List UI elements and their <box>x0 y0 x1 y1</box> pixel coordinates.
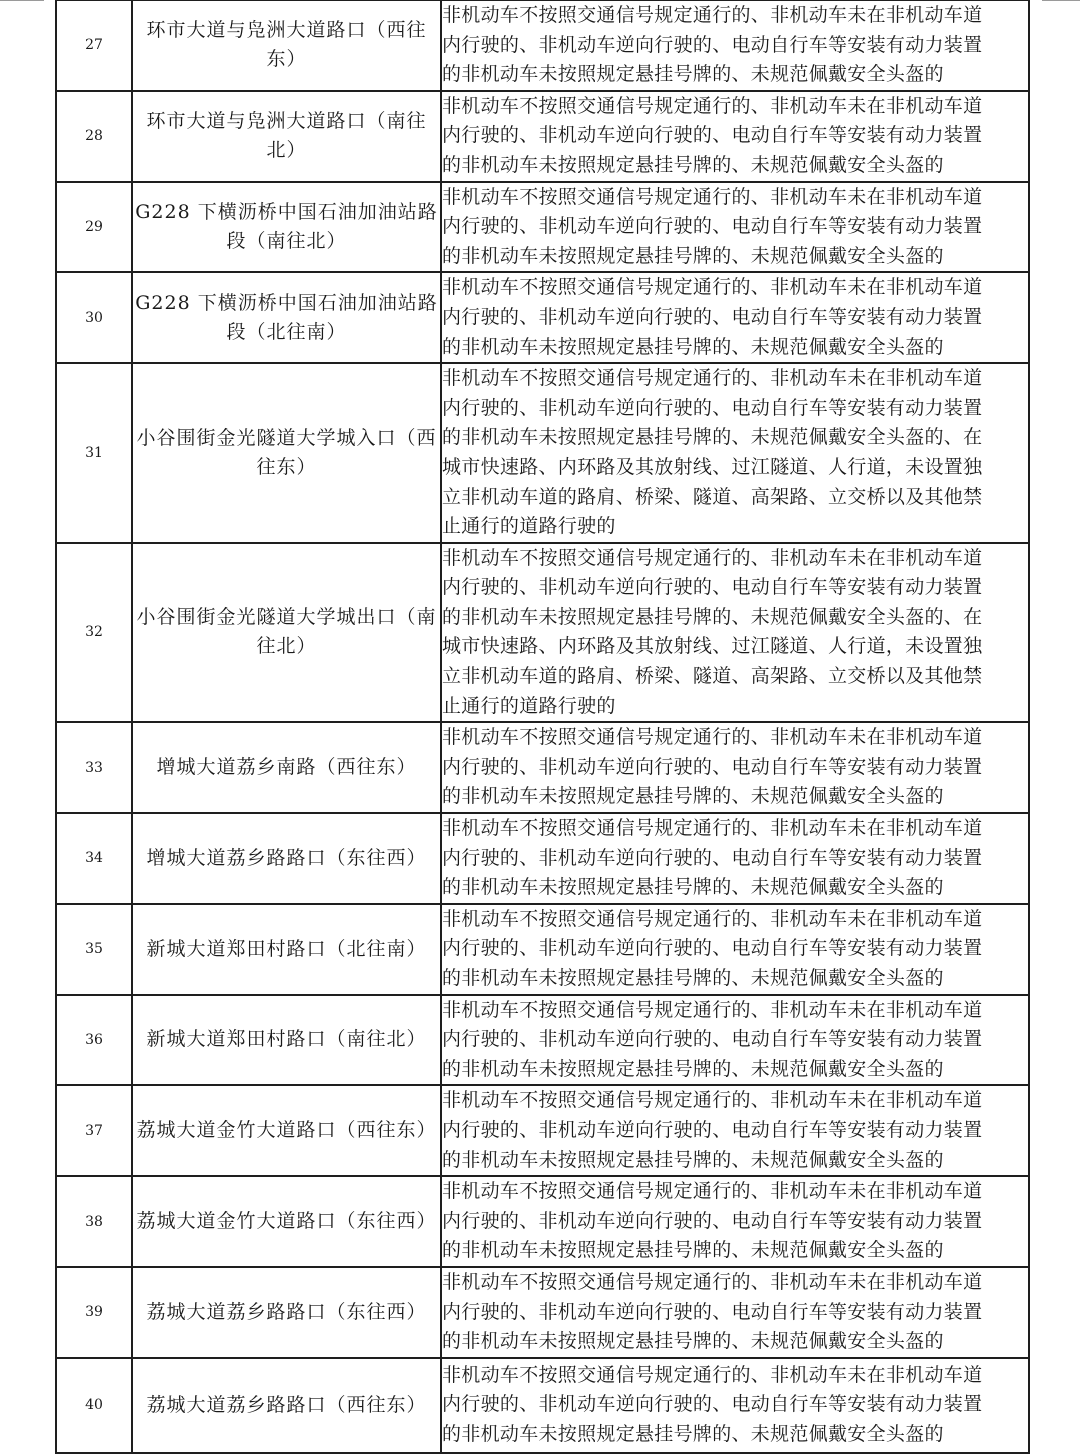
violation-line: 的非机动车未按照规定悬挂号牌的、未规范佩戴安全头盔的 <box>442 1239 944 1262</box>
violation-line: 的非机动车未按照规定悬挂号牌的、未规范佩戴安全头盔的 <box>442 785 944 808</box>
row-number: 28 <box>56 91 132 182</box>
violation-line: 内行驶的、非机动车逆向行驶的、电动自行车等安装有动力装置 <box>442 1393 983 1416</box>
violation-line: 内行驶的、非机动车逆向行驶的、电动自行车等安装有动力装置 <box>442 1118 983 1141</box>
table-row <box>56 363 1029 543</box>
violation-cell <box>441 91 1029 182</box>
table-row <box>56 904 1029 995</box>
violation-cell <box>441 0 1029 91</box>
violation-line: 的非机动车未按照规定悬挂号牌的、未规范佩戴安全头盔的、在 <box>442 426 983 449</box>
violation-line: 内行驶的、非机动车逆向行驶的、电动自行车等安装有动力装置 <box>442 215 983 238</box>
violation-line: 内行驶的、非机动车逆向行驶的、电动自行车等安装有动力装置 <box>442 1209 983 1232</box>
violation-line: 内行驶的、非机动车逆向行驶的、电动自行车等安装有动力装置 <box>442 755 983 778</box>
violation-cell <box>441 1085 1029 1176</box>
location-cell: 荔城大道金竹大道路口（西往东） <box>132 1085 441 1176</box>
violation-cell <box>441 1267 1029 1358</box>
row-number: 33 <box>56 722 132 813</box>
table-row <box>56 995 1029 1086</box>
location-cell: 荔城大道金竹大道路口（东往西） <box>132 1176 441 1267</box>
violation-line: 的非机动车未按照规定悬挂号牌的、未规范佩戴安全头盔的 <box>442 63 944 86</box>
violation-line: 内行驶的、非机动车逆向行驶的、电动自行车等安装有动力装置 <box>442 1028 983 1051</box>
violation-line: 非机动车不按照交通信号规定通行的、非机动车未在非机动车道 <box>442 94 983 117</box>
violation-line: 非机动车不按照交通信号规定通行的、非机动车未在非机动车道 <box>442 998 983 1021</box>
violation-line: 内行驶的、非机动车逆向行驶的、电动自行车等安装有动力装置 <box>442 937 983 960</box>
violation-line: 内行驶的、非机动车逆向行驶的、电动自行车等安装有动力装置 <box>442 576 983 599</box>
location-cell: 荔城大道荔乡路路口（西往东） <box>132 1358 441 1453</box>
table-body <box>56 0 1029 1453</box>
violation-line: 非机动车不按照交通信号规定通行的、非机动车未在非机动车道 <box>442 185 983 208</box>
violation-line: 非机动车不按照交通信号规定通行的、非机动车未在非机动车道 <box>442 1270 983 1293</box>
violation-cell <box>441 272 1029 363</box>
row-number: 29 <box>56 182 132 273</box>
row-number: 37 <box>56 1085 132 1176</box>
table-row <box>56 182 1029 273</box>
violation-line: 非机动车不按照交通信号规定通行的、非机动车未在非机动车道 <box>442 907 983 930</box>
violation-line: 的非机动车未按照规定悬挂号牌的、未规范佩戴安全头盔的 <box>442 876 944 899</box>
violation-line: 的非机动车未按照规定悬挂号牌的、未规范佩戴安全头盔的 <box>442 335 944 358</box>
table-row <box>56 722 1029 813</box>
violation-line: 的非机动车未按照规定悬挂号牌的、未规范佩戴安全头盔的 <box>442 1330 944 1353</box>
violation-line: 城市快速路、内环路及其放射线、过江隧道、人行道，未设置独 <box>442 455 983 478</box>
table-row <box>56 272 1029 363</box>
violation-cell <box>441 363 1029 543</box>
row-number: 35 <box>56 904 132 995</box>
violation-line: 立非机动车道的路肩、桥梁、隧道、高架路、立交桥以及其他禁 <box>442 665 983 688</box>
location-cell: G228 下横沥桥中国石油加油站路段（北往南） <box>132 272 441 363</box>
table-row <box>56 543 1029 723</box>
table-row <box>56 0 1029 91</box>
row-number: 38 <box>56 1176 132 1267</box>
violation-cell <box>441 1358 1029 1453</box>
row-number: 27 <box>56 0 132 91</box>
violation-line: 内行驶的、非机动车逆向行驶的、电动自行车等安装有动力装置 <box>442 124 983 147</box>
violation-line: 内行驶的、非机动车逆向行驶的、电动自行车等安装有动力装置 <box>442 305 983 328</box>
violation-line: 非机动车不按照交通信号规定通行的、非机动车未在非机动车道 <box>442 817 983 840</box>
violation-line: 内行驶的、非机动车逆向行驶的、电动自行车等安装有动力装置 <box>442 396 983 419</box>
location-cell: 小谷围街金光隧道大学城出口（南往北） <box>132 543 441 723</box>
violation-line: 非机动车不按照交通信号规定通行的、非机动车未在非机动车道 <box>442 1089 983 1112</box>
violation-line: 立非机动车道的路肩、桥梁、隧道、高架路、立交桥以及其他禁 <box>442 485 983 508</box>
row-number: 31 <box>56 363 132 543</box>
location-cell: 增城大道荔乡南路（西往东） <box>132 722 441 813</box>
table-row <box>56 1358 1029 1453</box>
violation-line: 内行驶的、非机动车逆向行驶的、电动自行车等安装有动力装置 <box>442 1300 983 1323</box>
violation-cell <box>441 1176 1029 1267</box>
violation-line: 的非机动车未按照规定悬挂号牌的、未规范佩戴安全头盔的、在 <box>442 605 983 628</box>
violation-line: 非机动车不按照交通信号规定通行的、非机动车未在非机动车道 <box>442 367 983 390</box>
violation-cell <box>441 182 1029 273</box>
violation-line: 城市快速路、内环路及其放射线、过江隧道、人行道，未设置独 <box>442 635 983 658</box>
table-row <box>56 1267 1029 1358</box>
violation-line: 非机动车不按照交通信号规定通行的、非机动车未在非机动车道 <box>442 276 983 299</box>
violation-line: 非机动车不按照交通信号规定通行的、非机动车未在非机动车道 <box>442 4 983 26</box>
row-number: 39 <box>56 1267 132 1358</box>
row-number: 36 <box>56 995 132 1086</box>
row-number: 32 <box>56 543 132 723</box>
row-number: 30 <box>56 272 132 363</box>
page-edge-line-right <box>1042 0 1080 1</box>
table-row <box>56 91 1029 182</box>
location-cell: 小谷围街金光隧道大学城入口（西往东） <box>132 363 441 543</box>
violation-line: 内行驶的、非机动车逆向行驶的、电动自行车等安装有动力装置 <box>442 33 983 56</box>
location-cell: 环市大道与凫洲大道路口（南往北） <box>132 91 441 182</box>
violation-line: 止通行的道路行驶的 <box>442 694 616 717</box>
violation-line: 止通行的道路行驶的 <box>442 515 616 538</box>
violation-line: 非机动车不按照交通信号规定通行的、非机动车未在非机动车道 <box>442 726 983 749</box>
table-row <box>56 813 1029 904</box>
location-cell: 新城大道郑田村路口（北往南） <box>132 904 441 995</box>
enforcement-locations-table <box>55 0 1030 1454</box>
violation-cell <box>441 995 1029 1086</box>
violation-line: 的非机动车未按照规定悬挂号牌的、未规范佩戴安全头盔的 <box>442 153 944 176</box>
violation-line: 的非机动车未按照规定悬挂号牌的、未规范佩戴安全头盔的 <box>442 244 944 267</box>
violation-line: 的非机动车未按照规定悬挂号牌的、未规范佩戴安全头盔的 <box>442 1057 944 1080</box>
violation-line: 的非机动车未按照规定悬挂号牌的、未规范佩戴安全头盔的 <box>442 1148 944 1171</box>
violation-cell <box>441 904 1029 995</box>
page-edge-line-left <box>0 0 44 1</box>
violation-line: 非机动车不按照交通信号规定通行的、非机动车未在非机动车道 <box>442 1180 983 1203</box>
location-cell: 荔城大道荔乡路路口（东往西） <box>132 1267 441 1358</box>
location-cell: 新城大道郑田村路口（南往北） <box>132 995 441 1086</box>
location-cell: G228 下横沥桥中国石油加油站路段（南往北） <box>132 182 441 273</box>
violation-line: 的非机动车未按照规定悬挂号牌的、未规范佩戴安全头盔的 <box>442 1423 944 1446</box>
violation-line: 非机动车不按照交通信号规定通行的、非机动车未在非机动车道 <box>442 1363 983 1386</box>
violation-line: 内行驶的、非机动车逆向行驶的、电动自行车等安装有动力装置 <box>442 846 983 869</box>
table-row <box>56 1176 1029 1267</box>
violation-cell <box>441 543 1029 723</box>
location-cell: 环市大道与凫洲大道路口（西往东） <box>132 0 441 91</box>
violation-line: 非机动车不按照交通信号规定通行的、非机动车未在非机动车道 <box>442 546 983 569</box>
table-row <box>56 1085 1029 1176</box>
row-number: 34 <box>56 813 132 904</box>
violation-cell <box>441 813 1029 904</box>
row-number: 40 <box>56 1358 132 1453</box>
location-cell: 增城大道荔乡路路口（东往西） <box>132 813 441 904</box>
violation-line: 的非机动车未按照规定悬挂号牌的、未规范佩戴安全头盔的 <box>442 967 944 989</box>
violation-cell <box>441 722 1029 813</box>
